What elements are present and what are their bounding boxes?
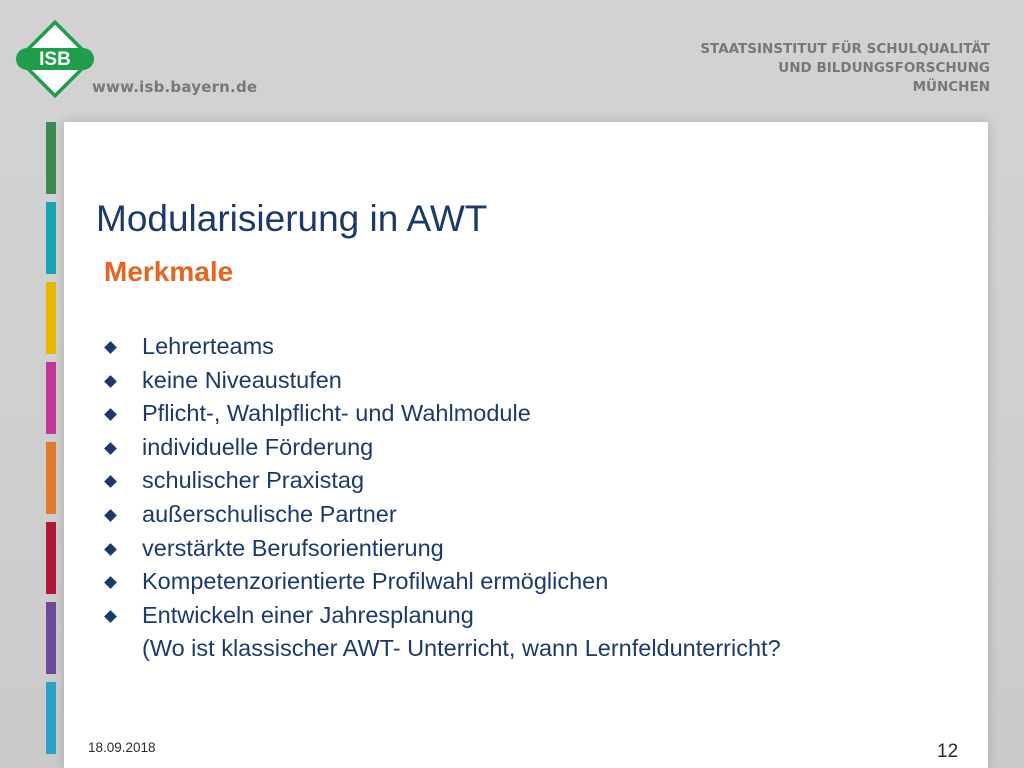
list-item [106, 397, 781, 431]
diamond-bullet-icon [104, 509, 117, 522]
list-item-text: Kompetenzorientierte Profilwahl ermöglichen [142, 568, 609, 595]
list-item-text: Pflicht-, Wahlpflicht- und Wahlmodule [142, 400, 531, 427]
list-item [106, 599, 781, 666]
list-item-text: individuelle Förderung [142, 433, 374, 460]
institute-line-1: STAATSINSTITUT FÜR SCHULQUALITÄT [700, 41, 990, 57]
list-item-text: schulischer Praxistag [142, 467, 365, 494]
list-item-text: Lehrerteams [142, 333, 274, 359]
list-item [106, 532, 781, 566]
slide-date: 18.09.2018 [88, 740, 156, 755]
color-stripe [46, 602, 56, 674]
list-item-text: Entwickeln einer Jahresplanung [142, 601, 474, 628]
diamond-bullet-icon [104, 442, 117, 455]
diamond-bullet-icon [104, 408, 117, 421]
diamond-bullet-icon [104, 476, 117, 489]
diamond-bullet-icon [104, 341, 117, 354]
list-item [106, 565, 781, 599]
slide-title: Modularisierung in AWT [96, 198, 488, 239]
color-stripe [46, 202, 56, 274]
list-item [106, 330, 781, 364]
list-item-text: verstärkte Berufsorientierung [142, 534, 444, 561]
slide-subtitle: Merkmale [104, 256, 234, 287]
slide-content [64, 122, 988, 768]
institute-name [700, 40, 990, 97]
list-item [106, 498, 781, 532]
list-item [106, 431, 781, 465]
diamond-bullet-icon [104, 543, 117, 556]
color-stripe [46, 282, 56, 354]
list-item [106, 364, 781, 398]
institute-line-3: MÜNCHEN [912, 79, 990, 95]
page-number: 12 [937, 741, 959, 762]
isb-logo [14, 18, 96, 100]
color-stripe [46, 682, 56, 754]
color-stripe [46, 122, 56, 194]
diamond-bullet-icon [104, 576, 117, 589]
bullet-list [106, 330, 781, 666]
list-item-text: keine Niveaustufen [142, 366, 342, 393]
logo-text: ISB [39, 49, 71, 70]
website-url: www.isb.bayern.de [92, 78, 258, 96]
diamond-bullet-icon [104, 610, 117, 623]
diamond-bullet-icon [104, 375, 117, 388]
color-stripes [46, 122, 56, 754]
color-stripe [46, 362, 56, 434]
color-stripe [46, 442, 56, 514]
list-item [106, 464, 781, 498]
institute-line-2: UND BILDUNGSFORSCHUNG [778, 60, 990, 76]
list-item-text: (Wo ist klassischer AWT- Unterricht, wann Lernfeldunterricht? [142, 635, 781, 662]
color-stripe [46, 522, 56, 594]
list-item-text: außerschulische Partner [142, 500, 397, 527]
